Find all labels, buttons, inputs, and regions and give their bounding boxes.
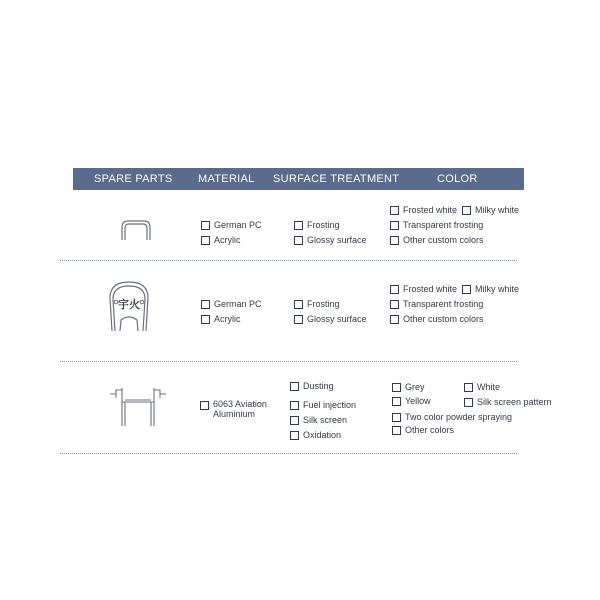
checkbox-milky-white[interactable] bbox=[462, 205, 519, 215]
checkbox-two-color-powder-spraying[interactable] bbox=[392, 412, 512, 422]
option-label: Other colors bbox=[405, 425, 455, 435]
option-label: Other custom colors bbox=[403, 235, 484, 245]
checkbox-german-pc[interactable] bbox=[201, 299, 262, 309]
checkbox-box[interactable] bbox=[290, 431, 299, 440]
row-divider bbox=[60, 260, 517, 261]
checkbox-box[interactable] bbox=[200, 401, 209, 410]
option-label: Frosted white bbox=[403, 284, 458, 294]
checkbox-box[interactable] bbox=[201, 300, 210, 309]
checkbox-box[interactable] bbox=[390, 221, 399, 230]
row-divider bbox=[60, 361, 517, 362]
option-label: 6063 Aviation Aluminium bbox=[213, 399, 267, 419]
row-divider bbox=[60, 453, 517, 454]
option-label: Frosting bbox=[307, 299, 340, 309]
checkbox-box[interactable] bbox=[201, 236, 210, 245]
checkbox-box[interactable] bbox=[390, 206, 399, 215]
checkbox-box[interactable] bbox=[294, 300, 303, 309]
option-label: Glossy surface bbox=[307, 314, 367, 324]
checkbox-box[interactable] bbox=[201, 221, 210, 230]
header-material: MATERIAL bbox=[198, 173, 255, 185]
option-label: Frosting bbox=[307, 220, 340, 230]
checkbox-yellow[interactable] bbox=[392, 396, 431, 406]
checkbox-acrylic[interactable] bbox=[201, 314, 241, 324]
option-label: German PC bbox=[214, 220, 262, 230]
header-spare-parts: SPARE PARTS bbox=[94, 173, 173, 185]
option-label: Silk screen bbox=[303, 415, 348, 425]
checkbox-oxidation[interactable] bbox=[290, 430, 341, 440]
checkbox-box[interactable] bbox=[390, 236, 399, 245]
checkbox-white[interactable] bbox=[464, 382, 500, 392]
option-label: Frosted white bbox=[403, 205, 458, 215]
checkbox-box[interactable] bbox=[390, 285, 399, 294]
checkbox-box[interactable] bbox=[294, 236, 303, 245]
aluminium-bracket-icon bbox=[108, 386, 168, 428]
checkbox-box[interactable] bbox=[201, 315, 210, 324]
arch-profile-icon bbox=[106, 278, 152, 334]
option-label: Acrylic bbox=[214, 235, 241, 245]
option-label: Transparent frosting bbox=[403, 220, 484, 230]
option-label: White bbox=[477, 382, 501, 392]
checkbox-silk-screen-pattern[interactable] bbox=[464, 397, 552, 407]
checkbox-frosting[interactable] bbox=[294, 299, 340, 309]
u-shaped-profile-icon bbox=[118, 218, 154, 242]
checkbox-other-custom-colors[interactable] bbox=[390, 235, 484, 245]
option-label: Grey bbox=[405, 382, 425, 392]
option-label: Yellow bbox=[405, 396, 431, 406]
checkbox-box[interactable] bbox=[294, 315, 303, 324]
option-label: Milky white bbox=[475, 205, 520, 215]
checkbox-box[interactable] bbox=[462, 285, 471, 294]
checkbox-fuel-injection[interactable] bbox=[290, 400, 356, 410]
option-label: Oxidation bbox=[303, 430, 342, 440]
checkbox-box[interactable] bbox=[462, 206, 471, 215]
checkbox-box[interactable] bbox=[392, 383, 401, 392]
option-label: Fuel injection bbox=[303, 400, 357, 410]
checkbox-box[interactable] bbox=[390, 315, 399, 324]
checkbox-acrylic[interactable] bbox=[201, 235, 241, 245]
checkbox-box[interactable] bbox=[392, 413, 401, 422]
checkbox-frosted-white[interactable] bbox=[390, 205, 457, 215]
option-label: Other custom colors bbox=[403, 314, 484, 324]
option-label: Glossy surface bbox=[307, 235, 367, 245]
checkbox-box[interactable] bbox=[294, 221, 303, 230]
checkbox-transparent-frosting[interactable] bbox=[390, 220, 483, 230]
checkbox-silk-screen[interactable] bbox=[290, 415, 347, 425]
checkbox-box[interactable] bbox=[464, 383, 473, 392]
option-label: Milky white bbox=[475, 284, 520, 294]
option-label: Acrylic bbox=[214, 314, 241, 324]
checkbox-glossy-surface[interactable] bbox=[294, 314, 367, 324]
header-color: COLOR bbox=[437, 173, 478, 185]
checkbox-dusting[interactable] bbox=[290, 381, 334, 391]
option-label: German PC bbox=[214, 299, 262, 309]
option-label: Two color powder spraying bbox=[405, 412, 513, 422]
header-surface-treatment: SURFACE TREATMENT bbox=[273, 173, 400, 185]
checkbox-milky-white[interactable] bbox=[462, 284, 519, 294]
option-label: Silk screen pattern bbox=[477, 397, 552, 407]
checkbox-frosted-white[interactable] bbox=[390, 284, 457, 294]
table-header bbox=[73, 168, 524, 190]
checkbox-other-custom-colors[interactable] bbox=[390, 314, 484, 324]
checkbox-grey[interactable] bbox=[392, 382, 425, 392]
checkbox-box[interactable] bbox=[392, 426, 401, 435]
checkbox-box[interactable] bbox=[464, 398, 473, 407]
checkbox-frosting[interactable] bbox=[294, 220, 340, 230]
checkbox-box[interactable] bbox=[392, 397, 401, 406]
checkbox-box[interactable] bbox=[290, 382, 299, 391]
option-label: Dusting bbox=[303, 381, 334, 391]
icon-glyphs: 宇火 bbox=[118, 298, 140, 311]
checkbox-box[interactable] bbox=[290, 401, 299, 410]
checkbox-german-pc[interactable] bbox=[201, 220, 262, 230]
checkbox-transparent-frosting[interactable] bbox=[390, 299, 483, 309]
checkbox-box[interactable] bbox=[390, 300, 399, 309]
option-label: Transparent frosting bbox=[403, 299, 484, 309]
checkbox-box[interactable] bbox=[290, 416, 299, 425]
checkbox-6063-aviation-aluminium[interactable] bbox=[200, 399, 267, 419]
checkbox-other-colors[interactable] bbox=[392, 425, 454, 435]
checkbox-glossy-surface[interactable] bbox=[294, 235, 367, 245]
